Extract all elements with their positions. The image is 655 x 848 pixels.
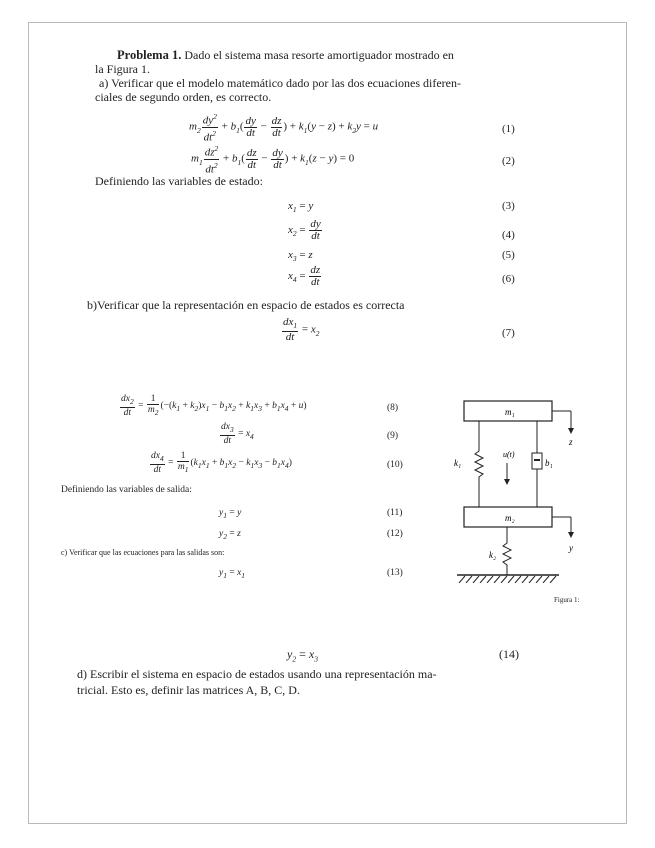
equation-number-3: (3) [502, 200, 515, 212]
ground-hatch [459, 576, 556, 583]
equation-number-11: (11) [387, 508, 403, 518]
spring-k1 [475, 421, 483, 507]
u-arrow-head [504, 479, 510, 485]
equation-11: $y_1 = y$ [219, 508, 242, 520]
equation-8: $\frac{dx_2}{dt}$ = $\frac{1}{m_2}$ $(-(k_1 + k_2)x_1 - b_1x_2 + k_1x_3 + b_1x_4 + u)$ [121, 394, 307, 418]
part-a-line1: a) Verificar que el modelo matemático dado por las dos ecuaciones diferen- [99, 76, 461, 90]
equation-3: $x_1 = y$ [288, 200, 314, 215]
equation-9: $\frac{dx_3}{dt}$ = $x_4$ [221, 422, 254, 446]
k2-label: k₂ [489, 550, 497, 560]
part-b-text: b)Verificar que la representación en espacio de estados es correcta [87, 298, 405, 312]
problem-intro-line2: la Figura 1. [95, 62, 150, 76]
output-definitions-heading: Definiendo las variables de salida: [61, 485, 192, 495]
equation-6: $x_4$ = $\frac{dz}{dt}$ [288, 264, 321, 288]
problem-intro [117, 48, 454, 63]
part-d-line1: d) Escribir el sistema en espacio de estados usando una representación ma- [77, 667, 437, 681]
equation-number-9: (9) [387, 431, 399, 441]
y-label: y [569, 543, 573, 553]
z-arrow-head [568, 428, 574, 434]
b1-label: b₁ [545, 458, 553, 468]
mass2-label: m₂ [505, 513, 515, 523]
equation-number-1: (1) [502, 123, 515, 135]
equation-5: $x_3 = z$ [288, 249, 313, 264]
equation-number-13: (13) [387, 568, 403, 578]
problem-title: Problema 1. [117, 48, 182, 62]
part-c-text: c) Verificar que las ecuaciones para las salidas son: [61, 548, 225, 557]
equation-13: $y_1 = x_1$ [219, 568, 246, 580]
equation-1: $m_2$ $\frac{dy^2}{dt^2}$ + $b_1$( $\frac{dy}{dt}$ − $\frac{dz}{dt}$ ) + $k_1(y - z) + k_2y = u$ [189, 112, 379, 144]
equation-2: $m_1$ $\frac{dz^2}{dt^2}$ + $b_1$( $\frac{dz}{dt}$ − $\frac{dy}{dt}$ ) + $k_1(z - y) = 0$ [191, 144, 355, 176]
equation-7: $\frac{dx_1}{dt}$ = $x_2$ [283, 316, 320, 344]
k1-label: k₁ [454, 458, 462, 468]
y-arrow-head [568, 532, 574, 538]
figure-caption: Figura 1: [554, 596, 580, 604]
equation-number-10: (10) [387, 460, 403, 470]
u-label: u(t) [503, 450, 515, 459]
equation-number-5: (5) [502, 249, 515, 261]
equation-number-2: (2) [502, 155, 515, 167]
spring-k2 [503, 527, 511, 575]
equation-14: $y_2 = x_3$ [287, 647, 318, 664]
part-d-line2: tricial. Esto es, definir las matrices A, B, C, D. [77, 683, 300, 697]
part-a-line2: ciales de segundo orden, es correcto. [95, 90, 272, 104]
mass-spring-damper-figure [439, 393, 589, 583]
equation-10: $\frac{dx_4}{dt}$ = $\frac{1}{m_1}$ $(k_1x_1 + b_1x_2 - k_1x_3 - b_1x_4)$ [151, 451, 292, 475]
equation-number-14: (14) [499, 647, 519, 661]
state-definitions-heading: Definiendo las variables de estado: [95, 174, 263, 188]
equation-12: $y_2 = z$ [219, 529, 241, 541]
equation-number-8: (8) [387, 403, 399, 413]
mass1-label: m₁ [505, 407, 515, 417]
equation-number-6: (6) [502, 273, 515, 285]
problem-intro-line1: Dado el sistema masa resorte amortiguador mostrado en [184, 48, 454, 62]
z-label: z [569, 437, 573, 447]
document-page [28, 22, 627, 824]
equation-number-12: (12) [387, 529, 403, 539]
equation-4: $x_2$ = $\frac{dy}{dt}$ [288, 218, 321, 242]
equation-number-4: (4) [502, 229, 515, 241]
equation-number-7: (7) [502, 327, 515, 339]
